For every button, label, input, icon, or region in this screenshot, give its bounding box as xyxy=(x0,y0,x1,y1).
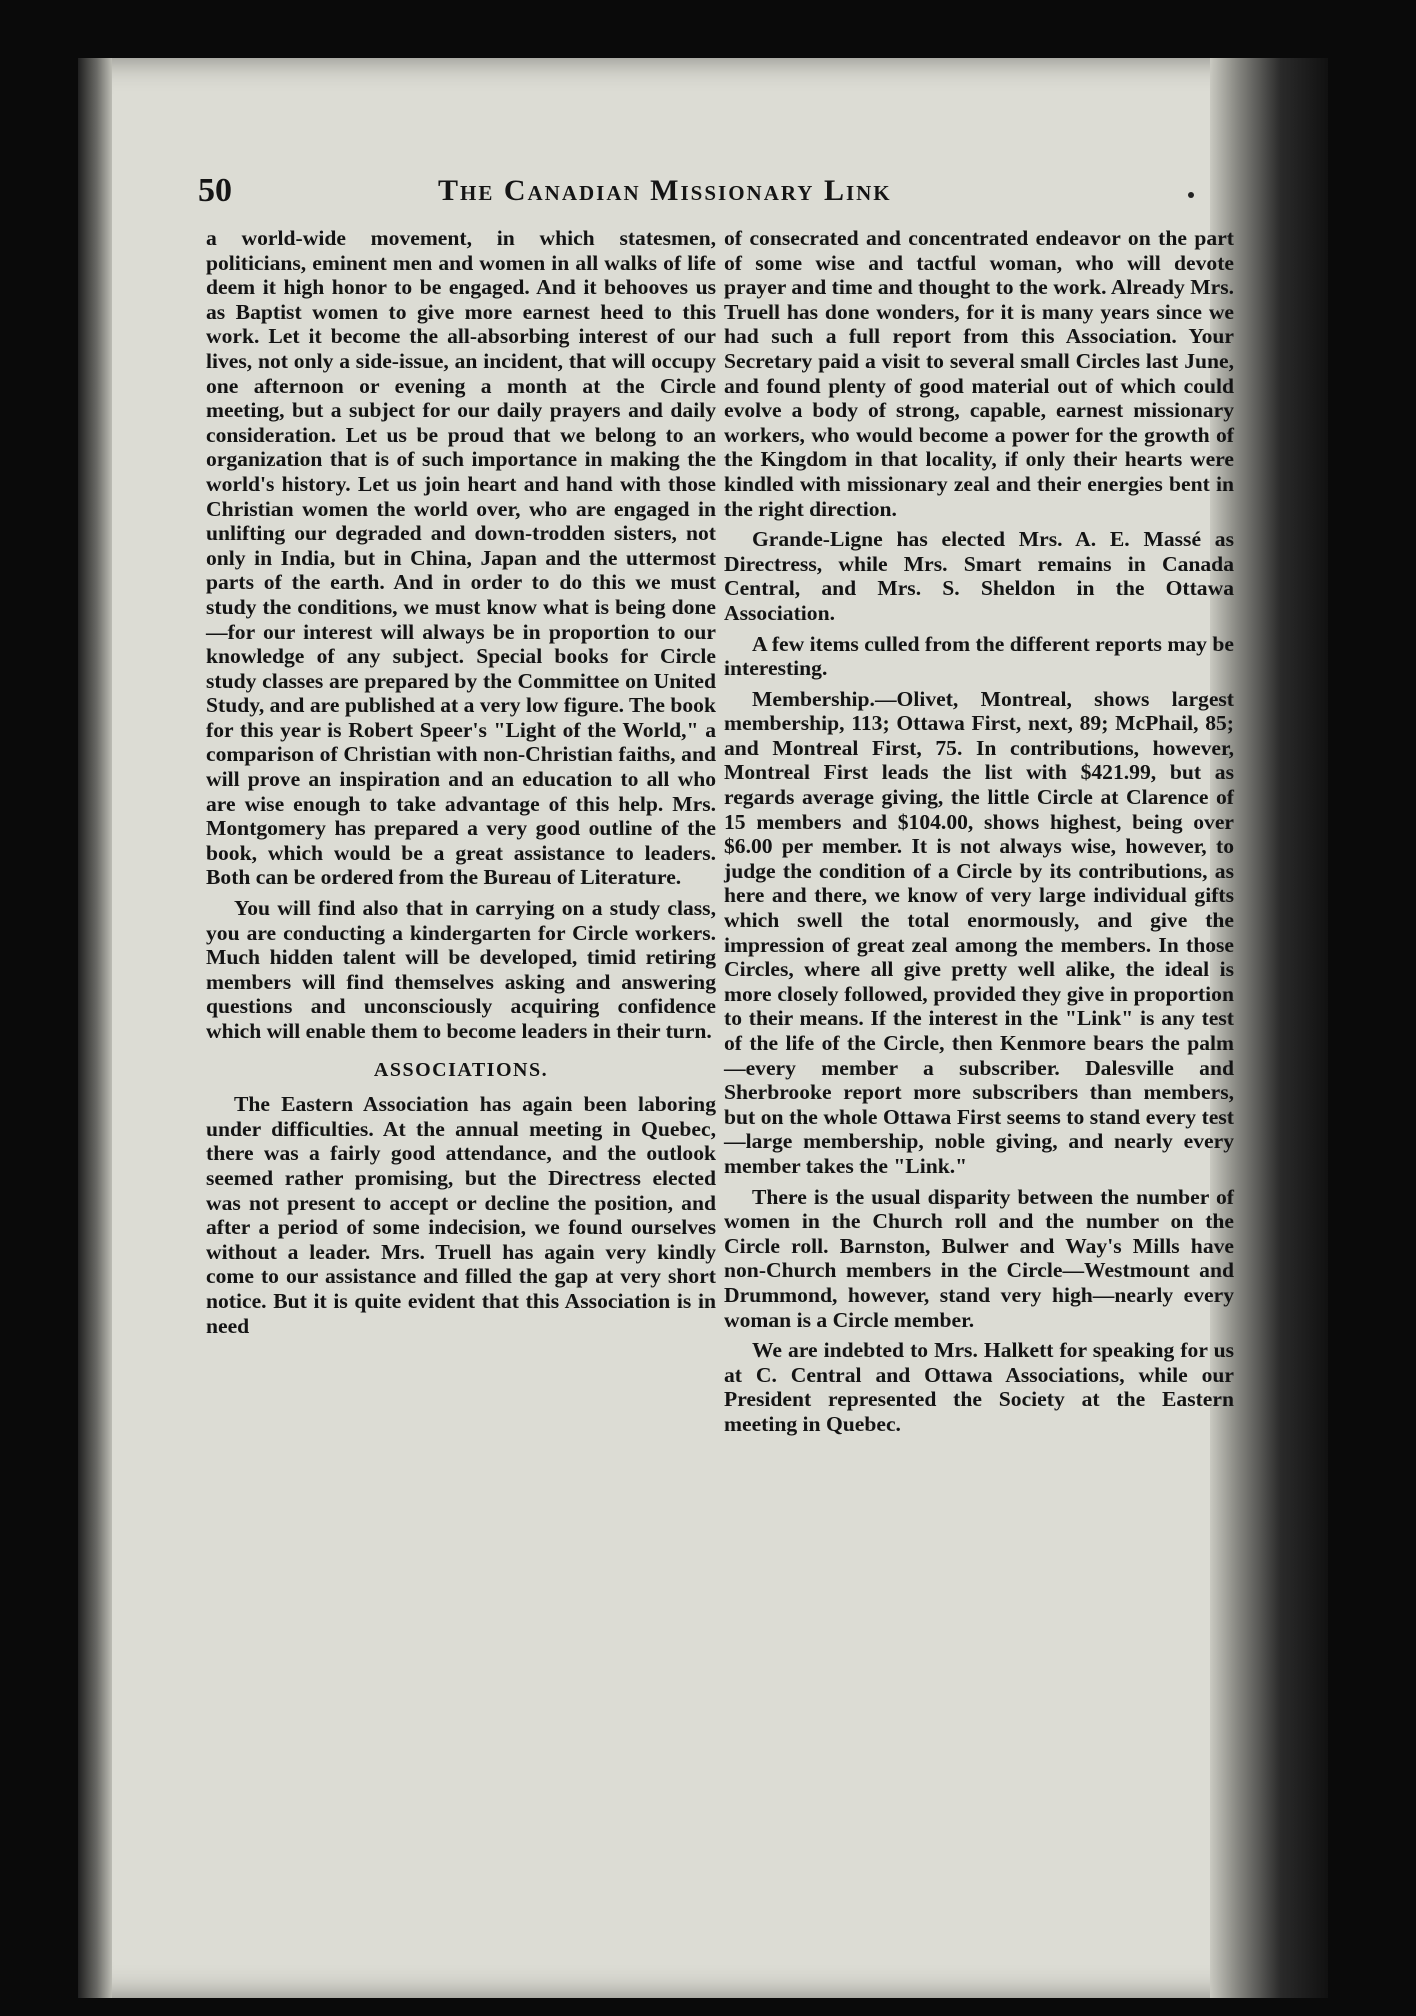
paragraph: You will find also that in carrying on a study class, you are conducting a kindergarten for Circle workers. Much hidden talent will be developed, timid retiring members will find themselves asking and answering questions and unconsciously acquiring confidence which will enable them to become leaders in their turn. xyxy=(206,896,716,1043)
book-page xyxy=(78,58,1328,1998)
page-number: 50 xyxy=(198,172,232,209)
page-gutter-left xyxy=(78,58,112,1998)
paragraph: of consecrated and concentrated endeavor on the part of some wise and tactful woman, who will devote prayer and time and thought to the work. Already Mrs. Truell has done wonders, for it is many years since we had such a full report from this Association. Your Secretary paid a visit to several small Circles last June, and found plenty of good material out of which could evolve a body of strong, capable, earnest missionary workers, who would become a power for the growth of the Kingdom in that locality, if only their hearts were kindled with missionary zeal and their energies bent in the right direction. xyxy=(724,226,1234,521)
right-column xyxy=(724,226,1234,1443)
page-header xyxy=(198,166,1208,216)
paragraph: Membership.—Olivet, Montreal, shows largest membership, 113; Ottawa First, next, 89; McPhail, 85; and Montreal First, 75. In contributions, however, Montreal First leads the list with $421.99, but as regards average giving, the little Circle at Clarence of 15 members and $104.00, shows highest, being over $6.00 per member. It is not always wise, however, to judge the condition of a Circle by its contributions, as here and there, we know of very large individual gifts which swell the total enormously, and give the impression of great zeal among the members. In those Circles, where all give pretty well alike, the ideal is more closely followed, provided they give in proportion to their means. If the interest in the "Link" is any test of the life of the Circle, then Kenmore bears the palm—every member a subscriber. Dalesville and Sherbrooke report more subscribers than members, but on the whole Ottawa First seems to stand every test—large membership, noble giving, and nearly every member takes the "Link." xyxy=(724,686,1234,1178)
paragraph: There is the usual disparity between the number of women in the Church roll and the number on the Circle roll. Barnston, Bulwer and Way's Mills have non-Church members in the Circle—Westmount and Drummond, however, stand very high—nearly every woman is a Circle member. xyxy=(724,1184,1234,1332)
paragraph: The Eastern Association has again been laboring under difficulties. At the annual meeting in Quebec, there was a fairly good attendance, and the outlook seemed rather promising, but the Directress elected was not present to accept or decline the position, and after a period of some indecision, we found ourselves without a leader. Mrs. Truell has again very kindly come to our assistance and filled the gap at very short notice. But it is quite evident that this Association is in need xyxy=(206,1092,716,1338)
section-heading: ASSOCIATIONS. xyxy=(373,1058,549,1081)
paragraph: We are indebted to Mrs. Halkett for speaking for us at C. Central and Ottawa Associations, while our President represented the Society at the Eastern meeting in Quebec. xyxy=(724,1338,1234,1436)
left-column xyxy=(206,226,716,1344)
ink-dot xyxy=(1188,192,1194,198)
paragraph: a world-wide movement, in which statesmen, politicians, eminent men and women in all walks of life deem it high honor to be engaged. And it behooves us as Baptist women to give more earnest heed to this work. Let it become the all-absorbing interest of our lives, not only a side-issue, an incident, that will occupy one afternoon or evening a month at the Circle meeting, but a subject for our daily prayers and daily consideration. Let us be proud that we belong to an organization that is of such importance in making the world's history. Let us join heart and hand with those Christian women the world over, who are engaged in unlifting our degraded and down-trodden sisters, not only in India, but in China, Japan and the uttermost parts of the earth. And in order to do this we must study the conditions, we must know what is being done—for our interest will always be in proportion to our knowledge of any subject. Special books for Circle study classes are prepared by the Committee on United Study, and are published at a very low figure. The book for this year is Robert Speer's "Light of the World," a comparison of Christian with non-Christian faiths, and will prove an inspiration and an education to all who are wise enough to take advantage of this help. Mrs. Montgomery has prepared a very good outline of the book, which would be a great assistance to leaders. Both can be ordered from the Bureau of Literature. xyxy=(206,226,716,890)
paragraph: A few items culled from the different reports may be interesting. xyxy=(724,631,1234,681)
running-title: The Canadian Missionary Link xyxy=(438,174,892,207)
paragraph: Grande-Ligne has elected Mrs. A. E. Massé as Directress, while Mrs. Smart remains in Canada Central, and Mrs. S. Sheldon in the Ottawa Association. xyxy=(724,527,1234,625)
